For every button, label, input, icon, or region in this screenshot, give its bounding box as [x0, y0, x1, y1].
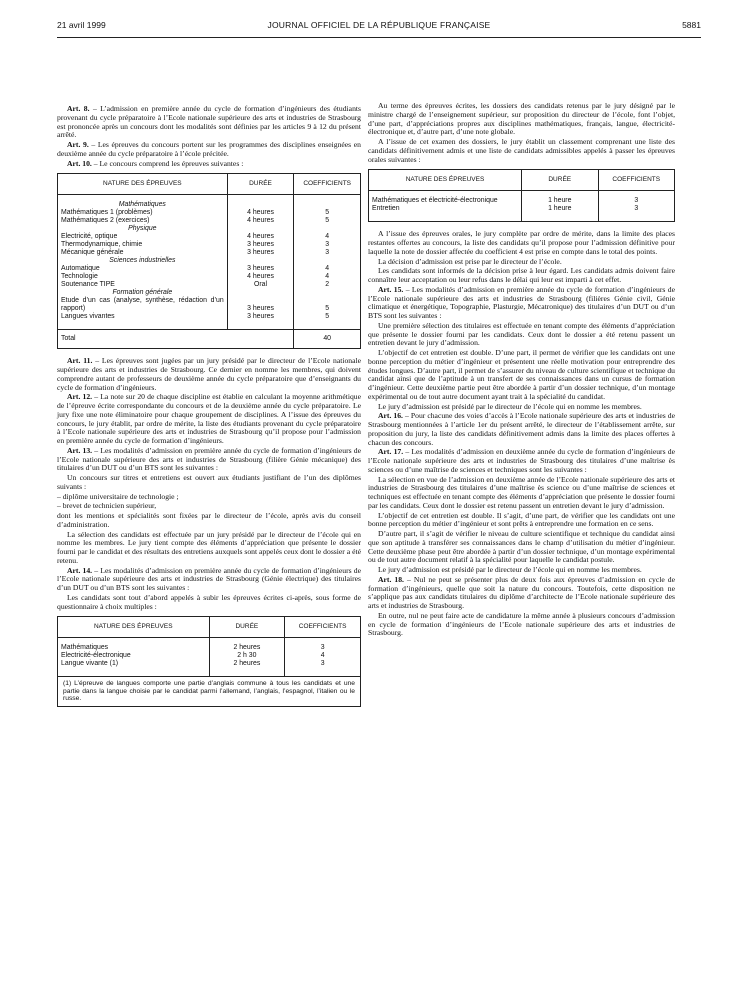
article-13: Art. 13. – Les modalités d’admission en première année du cycle de formation d’ingénieurs de l’Ecole nationale supérieure des arts et industries de Strasbourg (filière Génie mécanique) des titulaires d’un DUT ou d’un BTS sont les suivantes :: [57, 445, 361, 473]
article-15-paragraph: Une première sélection des titulaires est effectuée en tenant compte des éléments d’appréciation que présente le dossier fourni par les candidats. Ceux dont le dossier a été retenu passent un entretien devant le jury d’admission.: [368, 320, 675, 348]
section-title: Physique: [58, 225, 228, 233]
article-16: Art. 16. – Pour chacune des voies d’accès à l’Ecole nationale supérieure des arts et industries de Strasbourg mentionnées à l’article 1er du présent arrêté, le directeur de l’établissement arrête, sur proposition du jury, la liste des candidats définitivement admis dans la limite des places offertes à chacun des concours.: [368, 411, 676, 447]
table-header: COEFFICIENTS: [294, 174, 361, 195]
table-header: DURÉE: [522, 170, 599, 191]
paragraph: A l’issue de cet examen des dossiers, le jury établit un classement comprenant une liste des candidats définitivement admis et une liste de candidats admissibles appelés à passer les épreuves orales suivantes :: [368, 137, 675, 164]
table-total-row: [58, 330, 361, 349]
ecrits-table: [57, 616, 361, 677]
article-17-paragraph: L’objectif de cet entretien est double. Il s’agit, d’une part, de vérifier que les candidats ont une bonne perception du métier d’ingénieur et sont prêts à entreprendre une formation en ce sens.: [368, 510, 675, 529]
article-13-paragraph: Un concours sur titres et entretiens est ouvert aux étudiants justifiant de l’un des diplômes suivants :: [57, 473, 361, 491]
article-10: Art. 10. – Le concours comprend les épreuves suivantes :: [67, 158, 244, 168]
table-row: Mathématiques 2 (exercices) 4 heures 5: [58, 217, 361, 225]
paragraph: A l’issue des épreuves orales, le jury complète par ordre de mérite, dans la limite des places restantes offertes au concours, la liste des candidats qu’il propose pour l’admission définitive pour laquelle la note de dossier affectée du coefficient 4 est prise en compte dans le total des points.: [368, 229, 675, 256]
article-11: Art. 11. – Les épreuves sont jugées par un jury présidé par le directeur de l’Ecole nationale supérieure des arts et industries de Strasbourg. Ce dernier en nomme les membres, qui doivent comprendre autant de professeurs de deuxième année du cycle préparatoire que d’enseignants du cycle de formation d’ingénieurs.: [57, 356, 362, 392]
article-17-paragraph: Le jury d’admission est présidé par le directeur de l’école qui en nomme les membres.: [378, 565, 642, 574]
table-header: DURÉE: [209, 617, 285, 638]
total-value: 40: [294, 330, 361, 349]
table-row: Electricité-électronique 2 h 30 4: [58, 652, 361, 660]
total-label: Total: [58, 330, 294, 349]
article-14: Art. 14. – Les modalités d’admission en première année du cycle de formation d’ingénieurs de l’Ecole nationale supérieure des arts et industries de Strasbourg (Génie électrique) des titulaires d’un DUT ou d’un BTS sont les suivantes :: [57, 565, 361, 592]
table-row: Technologie 4 heures 4: [58, 273, 361, 281]
table-header: DURÉE: [227, 174, 294, 195]
table-row: Mathématiques 1 (problèmes) 4 heures 5: [58, 209, 361, 217]
article-18: Art. 18. – Nul ne peut se présenter plus de deux fois aux épreuves d’admission en cycle de formation d’ingénieurs, quelle que soit la nature du concours. Toutefois, cette disposition ne s’applique pas aux candidats titulaires du diplôme d’architecte de l’Ecole nationale supérieure des arts et industries de Strasbourg.: [368, 574, 675, 610]
header-rule: [57, 37, 701, 38]
paragraph: Au terme des épreuves écrites, les dossiers des candidats retenus par le jury désigné par le ministre chargé de l’enseignement supérieur, sur proposition du directeur de l’école, font l’objet, d’une part, d’appréciations propres aux disciplines mathématiques, français, langue, électricité-électronique et, d’autre part, d’une note globale.: [368, 101, 675, 137]
table-header: COEFFICIENTS: [598, 170, 675, 191]
table-header: NATURE DES ÉPREUVES: [58, 617, 210, 638]
table-row: Mécanique générale 3 heures 3: [58, 249, 361, 257]
article-9: Art. 9. – Les épreuves du concours portent sur les programmes des disciplines enseignées en deuxième année du cycle préparatoire à l’école précitée.: [57, 140, 361, 158]
table-row: Mathématiques et électricité-électronique 1 heure 3: [369, 191, 675, 206]
table-header: COEFFICIENTS: [285, 617, 361, 638]
header-date: 21 avril 1999: [57, 20, 106, 30]
article-17-paragraph: D’autre part, il s’agit de vérifier le niveau de culture scientifique et technique du candidat ainsi que son aptitude à transférer ses connaissances dans le champ d’utilisation du métier d’ingénieur. Cette deuxième phase peut être abordée à partir d’un dossier technique, d’un montage expérimental ou de tout autre document relatif à la spécialité pour laquelle le candidat postule.: [368, 529, 675, 565]
left-column: [57, 105, 361, 707]
article-18-paragraph: En outre, nul ne peut faire acte de candidature la même année à plusieurs concours d’admission en cycle de formation d’ingénieurs de l’Ecole nationale supérieure des arts et industries de Strasbourg.: [368, 610, 675, 638]
table-row: Automatique 3 heures 4: [58, 265, 361, 273]
article-12: Art. 12. – La note sur 20 de chaque discipline est établie en calculant la moyenne arithmétique de l’épreuve écrite correspondante du concours et de la deuxième année du cycle préparatoire. Le jury fixe une note éliminatoire pour chaque groupement de disciplines. A l’issue des épreuves du concours, le jury établit, par ordre de mérite, la liste des étudiants provenant du cycle préparatoire à l’Ecole nationale supérieure des arts et industries de Strasbourg qu’il propose pour l’admission en première année du cycle de formation d’ingénieurs.: [57, 392, 361, 445]
section-title: Sciences industrielles: [58, 257, 228, 265]
article-13-paragraph: dont les mentions et spécialités sont fixées par le directeur de l’école, après avis du conseil d’administration.: [57, 511, 361, 529]
table-row: Soutenance TIPE Oral 2: [58, 281, 361, 289]
article-14-paragraph: Les candidats sont tout d’abord appelés à subir les épreuves écrites ci-après, sous forme de questionnaire à choix multiples :: [57, 592, 361, 611]
table-footnote: (1) L’épreuve de langues comporte une partie d’anglais commune à tous les candidats et une partie dans la langue choisie par le candidat parmi l’allemand, l’anglais, l’espagnol, l’italien ou le russe.: [57, 677, 361, 707]
page-header: [57, 20, 701, 34]
table-header: NATURE DES ÉPREUVES: [58, 174, 228, 195]
table-header: NATURE DES ÉPREUVES: [369, 170, 522, 191]
list-item: – brevet de technicien supérieur,: [57, 501, 157, 511]
article-15: Art. 15. – Les modalités d’admission en première année du cycle de formation d’ingénieurs de l’Ecole nationale supérieure des arts et industries de Strasbourg (filières Génie civil, Génie climatique et énergétique, Topographie, Plasturgie, Mécatronique) des titulaires d’un DUT ou d’un BTS sont les suivantes :: [368, 284, 676, 320]
table-row: Langue vivante (1) 2 heures 3: [58, 660, 361, 677]
table-row: Mathématiques 2 heures 3: [58, 638, 361, 653]
article-15-paragraph: L’objectif de cet entretien est double. D’une part, il permet de vérifier que les candidats ont une bonne perception du métier d’ingénieur et présentent une réelle motivation pour entreprendre des études longues. D’autre part, il permet de s’assurer du niveau de culture scientifique et technique du candidat ainsi que de l’aptitude à un transfert de ses connaissances dans un cursus de formation d’ingénieur. Cette deuxième partie peut être abordée à partir d’un dossier technique, d’un montage expérimental ou de tout autre document ayant trait à la spécialité du candidat.: [368, 348, 675, 401]
concours-table: [57, 173, 361, 349]
header-journal-title: JOURNAL OFFICIEL DE LA RÉPUBLIQUE FRANÇAISE: [267, 20, 491, 30]
table-row: Entretien 1 heure 3: [369, 205, 675, 222]
list-item: – diplôme universitaire de technologie ;: [57, 491, 179, 501]
table-row: Langues vivantes 3 heures 5: [58, 313, 361, 330]
section-title: Formation générale: [58, 289, 228, 297]
article-15-paragraph: Le jury d’admission est présidé par le directeur de l’école qui en nomme les membres.: [378, 401, 642, 411]
header-page-number: 5881: [682, 20, 701, 30]
oraux-table: [368, 169, 675, 222]
article-17: Art. 17. – Les modalités d’admission en deuxième année du cycle de formation d’ingénieurs de l’Ecole nationale supérieure des arts et industries de Strasbourg des titulaires d’une maîtrise ès sciences ou d’une maîtrise de sciences et techniques sont les suivantes :: [368, 447, 675, 474]
article-13-paragraph: La sélection des candidats est effectuée par un jury présidé par le directeur de l’école qui en nomme les membres. Le jury tient compte des éléments d’appréciation que présente le dossier fourni par le candidat et des résultats des entretiens auxquels sont appelés ceux dont le dossier a été retenu.: [57, 529, 361, 565]
paragraph: La décision d’admission est prise par le directeur de l’école.: [378, 256, 562, 266]
article-17-paragraph: La sélection en vue de l’admission en deuxième année de l’Ecole nationale supérieure des arts et industries de Strasbourg des titulaires d’une maîtrise ès science ou d’une maîtrise de sciences et techniques est effectuée en tenant compte des éléments d’appréciation que présente le dossier fourni par les candidats. Ceux dont le dossier est retenu passent un entretien devant le jury d’admission.: [368, 474, 675, 510]
right-column: [368, 102, 675, 639]
table-row: Thermodynamique, chimie 3 heures 3: [58, 241, 361, 249]
section-title: Mathématiques: [58, 195, 228, 210]
article-8: Art. 8. – L’admission en première année du cycle de formation d’ingénieurs des étudiants provenant du cycle préparatoire à l’Ecole nationale supérieure des arts et industries de Strasbourg est prononcée après un concours dont les modalités sont définies par les articles 9 à 12 du présent arrêté.: [57, 104, 361, 140]
paragraph: Les candidats sont informés de la décision prise à leur égard. Les candidats admis doivent faire connaître leur acceptation ou leur refus dans le délai qui leur est imparti à cet effet.: [368, 266, 675, 284]
table-row: Electricité, optique 4 heures 4: [58, 233, 361, 241]
table-row: Etude d’un cas (analyse, synthèse, rédaction d’un rapport) 3 heures 5: [58, 297, 361, 313]
